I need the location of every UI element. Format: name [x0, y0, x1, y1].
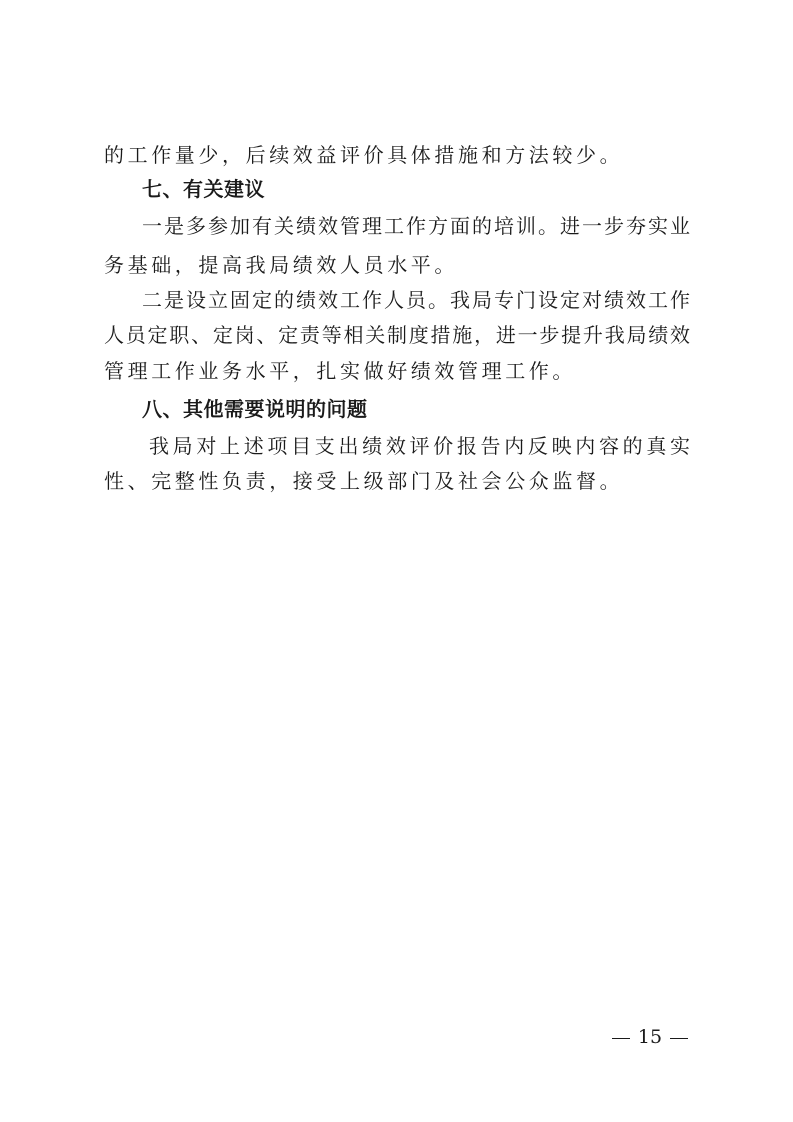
dash-right: [670, 1038, 688, 1039]
section-heading-8: 八、其他需要说明的问题: [142, 397, 368, 421]
suggestion-1-line-1: 一是多参加有关绩效管理工作方面的培训。进一步夯实业: [142, 214, 690, 238]
suggestion-2-line-2: 人员定职、定岗、定责等相关制度措施，进一步提升我局绩效: [104, 323, 690, 347]
dash-left: [612, 1038, 630, 1039]
suggestion-2-line-1: 二是设立固定的绩效工作人员。我局专门设定对绩效工作: [142, 288, 690, 312]
section-heading-7: 七、有关建议: [142, 177, 265, 201]
statement-line-2: 性、完整性负责，接受上级部门及社会公众监督。: [104, 469, 624, 493]
page-number-value: 15: [637, 1026, 663, 1048]
statement-line-1: 我局对上述项目支出绩效评价报告内反映内容的真实: [149, 434, 690, 458]
suggestion-1-line-2: 务基础，提高我局绩效人员水平。: [104, 253, 458, 277]
suggestion-2-line-3: 管理工作业务水平，扎实做好绩效管理工作。: [104, 359, 576, 383]
page-number: [600, 1023, 700, 1051]
paragraph-continuation: 的工作量少，后续效益评价具体措施和方法较少。: [104, 143, 624, 167]
